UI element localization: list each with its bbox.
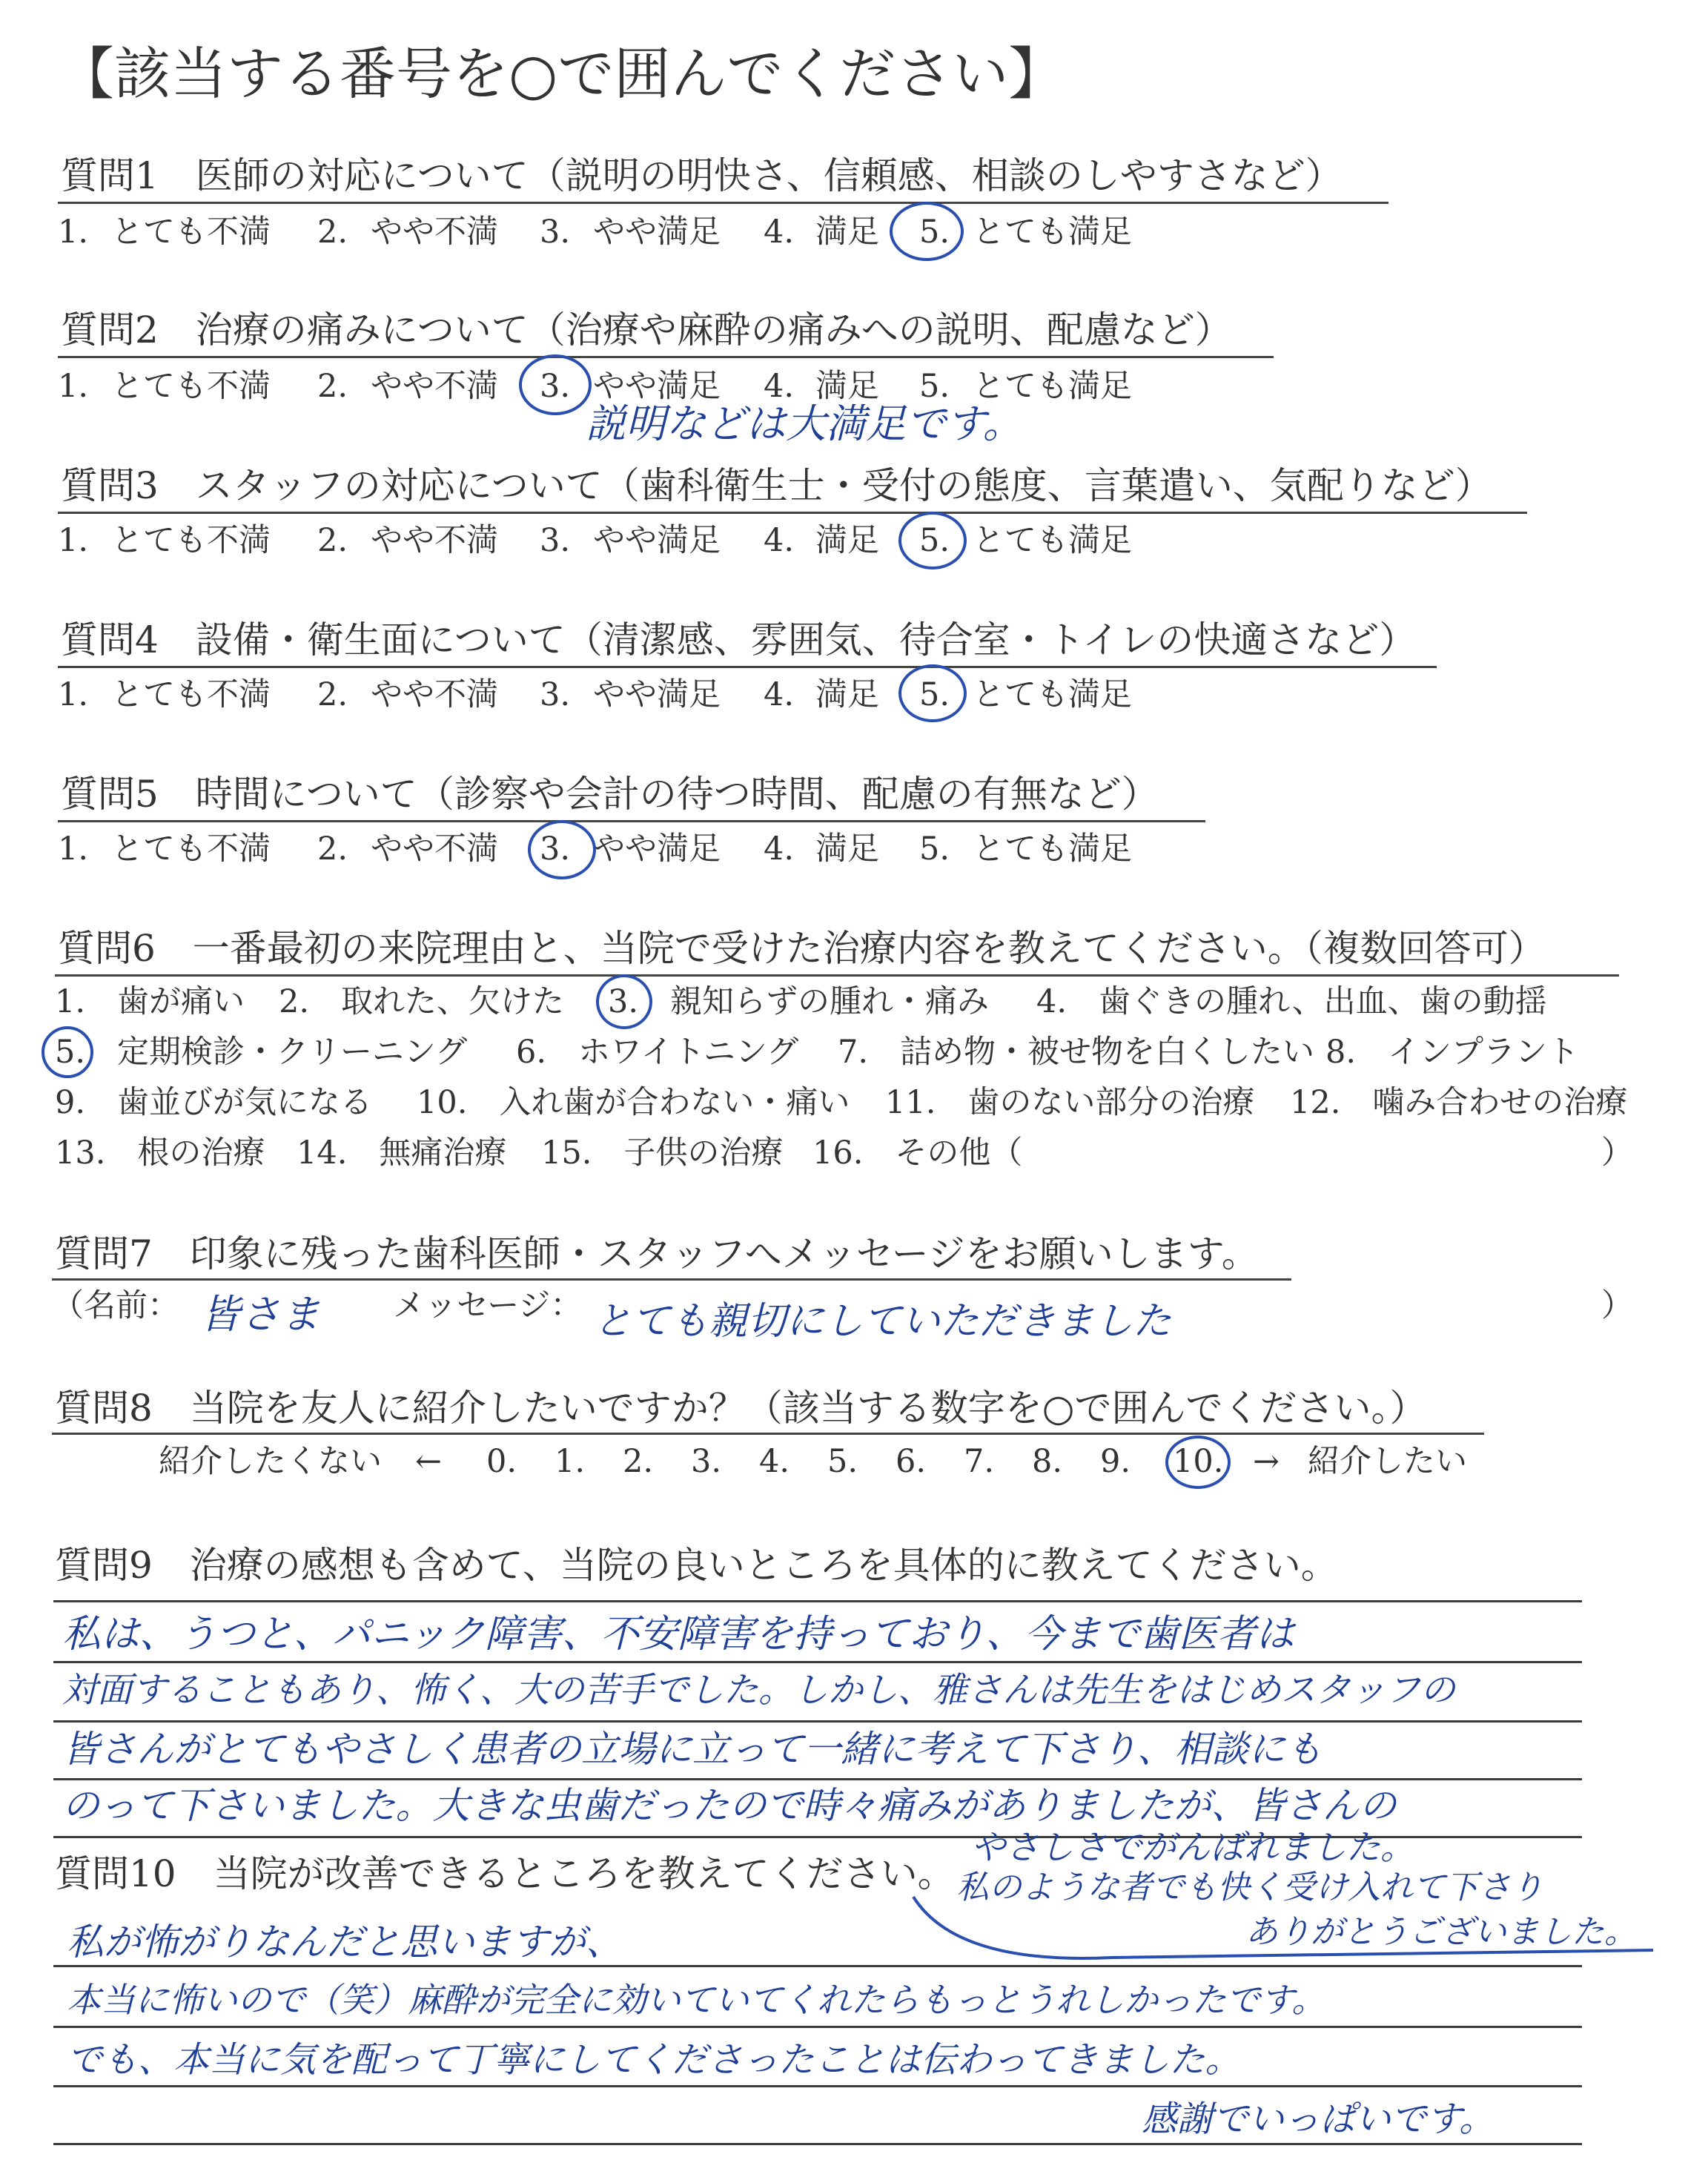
question-3-heading: 質問3 スタッフの対応について（歯科衛生士・受付の態度、言葉遣い、気配りなど） bbox=[61, 464, 1492, 507]
q10-line-rule-0 bbox=[53, 1965, 1582, 1967]
q4-option-4-label: 満足 bbox=[815, 676, 879, 713]
q9-line-rule-0 bbox=[53, 1600, 1582, 1602]
q2-selection-circle bbox=[519, 354, 592, 415]
q6-option-15[interactable]: 15. 子供の治療 bbox=[541, 1135, 784, 1172]
q5-option-5-label: とても満足 bbox=[973, 830, 1132, 868]
q4-option-1-number[interactable]: 1. bbox=[58, 676, 89, 713]
question-6-underline bbox=[55, 974, 1619, 977]
question-3-underline bbox=[58, 512, 1527, 514]
q6-option-11[interactable]: 11. 歯のない部分の治療 bbox=[885, 1084, 1255, 1121]
q6-option-9[interactable]: 9. 歯並びが気になる bbox=[55, 1084, 373, 1121]
question-8-heading: 質問8 当院を友人に紹介したいですか？（該当する数字を○で囲んでください。） bbox=[55, 1387, 1427, 1430]
q6-option-7[interactable]: 7. 詰め物・被せ物を白くしたい bbox=[838, 1034, 1315, 1071]
question-8-underline bbox=[52, 1433, 1484, 1435]
q6-selection-circle-3 bbox=[596, 974, 652, 1029]
q7-message-value[interactable]: とても親切にしていただきました bbox=[593, 1299, 1172, 1344]
question-2-heading: 質問2 治療の痛みについて（治療や麻酔の痛みへの説明、配慮など） bbox=[61, 308, 1232, 351]
q8-right-arrow: → bbox=[1253, 1443, 1280, 1480]
q5-option-3-number[interactable]: 3. bbox=[540, 830, 571, 868]
q5-option-5-number[interactable]: 5. bbox=[919, 830, 950, 868]
q4-selection-circle bbox=[898, 664, 967, 722]
q8-selection-circle bbox=[1165, 1436, 1231, 1489]
q1-option-3-label: やや満足 bbox=[593, 214, 721, 251]
q8-scale-1[interactable]: 1. bbox=[555, 1443, 586, 1480]
q3-option-2-number[interactable]: 2. bbox=[317, 522, 348, 559]
q1-option-1-number[interactable]: 1. bbox=[58, 214, 89, 251]
q5-option-2-number[interactable]: 2. bbox=[317, 830, 348, 868]
q5-option-4-label: 満足 bbox=[815, 830, 879, 868]
q4-option-2-label: やや不満 bbox=[371, 676, 498, 713]
question-4-heading: 質問4 設備・衛生面について（清潔感、雰囲気、待合室・トイレの快適さなど） bbox=[61, 618, 1417, 661]
q2-option-2-label: やや不満 bbox=[371, 368, 498, 405]
q1-option-2-label: やや不満 bbox=[371, 214, 498, 251]
q6-option-6[interactable]: 6. ホワイトニング bbox=[516, 1034, 799, 1071]
q6-option-14[interactable]: 14. 無痛治療 bbox=[297, 1135, 507, 1172]
question-5-underline bbox=[58, 820, 1205, 822]
q5-option-1-label: とても不満 bbox=[111, 830, 271, 868]
q9-continued-line-1: やさしさでがんばれました。 bbox=[971, 1827, 1414, 1867]
q9-continued-line-2: 私のような者でも快く受け入れて下さり bbox=[956, 1869, 1543, 1906]
q8-left-arrow: ← bbox=[415, 1443, 443, 1480]
q5-selection-circle bbox=[528, 820, 596, 879]
q7-name-label: （名前： bbox=[52, 1287, 179, 1324]
q9-line-rule-2 bbox=[53, 1720, 1582, 1723]
q7-close-paren: ） bbox=[1601, 1287, 1633, 1324]
q9-answer-line-1: 私は、うつと、パニック障害、不安障害を持っており、今まで歯医者は bbox=[62, 1612, 1294, 1657]
q6-option-4[interactable]: 4. 歯ぐきの腫れ、出血、歯の動揺 bbox=[1036, 983, 1547, 1020]
q8-scale-9[interactable]: 9. bbox=[1100, 1443, 1131, 1480]
q6-option-8[interactable]: 8. インプラント bbox=[1325, 1034, 1580, 1071]
q10-answer-line-3: でも、本当に気を配って丁寧にしてくださったことは伝わってきました。 bbox=[67, 2039, 1241, 2081]
q2-handwritten-note: 説明などは大満足です。 bbox=[586, 400, 1023, 447]
q5-option-2-label: やや不満 bbox=[371, 830, 498, 868]
q9-answer-line-3: 皆さんがとてもやさしく患者の立場に立って一緒に考えて下さり、相談にも bbox=[62, 1728, 1323, 1771]
q3-selection-circle bbox=[898, 512, 967, 569]
q1-option-5-number[interactable]: 5. bbox=[919, 214, 950, 251]
q10-answer-line-4: 感謝でいっぱいです。 bbox=[1142, 2098, 1495, 2140]
q8-scale-4[interactable]: 4. bbox=[759, 1443, 790, 1480]
question-7-underline bbox=[52, 1278, 1291, 1281]
q4-option-2-number[interactable]: 2. bbox=[317, 676, 348, 713]
q3-option-1-number[interactable]: 1. bbox=[58, 522, 89, 559]
q9-answer-line-2: 対面することもあり、怖く、大の苦手でした。しかし、雅さんは先生をはじめスタッフの bbox=[62, 1670, 1456, 1711]
question-4-underline bbox=[58, 666, 1437, 668]
q9-line-rule-3 bbox=[53, 1778, 1582, 1780]
page-title: 【該当する番号を○で囲んでください】 bbox=[58, 41, 1065, 107]
q5-option-3-label: やや満足 bbox=[593, 830, 721, 868]
q10-answer-line-2: 本当に怖いので（笑）麻酔が完全に効いていてくれたらもっとうれしかったです。 bbox=[67, 1980, 1326, 2020]
q4-option-5-number[interactable]: 5. bbox=[919, 676, 950, 713]
q3-option-3-label: やや満足 bbox=[593, 522, 721, 559]
q8-scale-7[interactable]: 7. bbox=[964, 1443, 995, 1480]
q6-option-10[interactable]: 10. 入れ歯が合わない・痛い bbox=[417, 1084, 850, 1121]
q8-scale-8[interactable]: 8. bbox=[1032, 1443, 1063, 1480]
q6-other-close-paren: ） bbox=[1601, 1135, 1633, 1172]
q9-continued-line-3: ありがとうございました。 bbox=[1245, 1913, 1637, 1951]
question-1-underline bbox=[58, 202, 1388, 204]
q6-option-16[interactable]: 16. その他（ bbox=[812, 1135, 1023, 1172]
q6-option-1[interactable]: 1. 歯が痛い bbox=[55, 983, 245, 1020]
q8-scale-3[interactable]: 3. bbox=[691, 1443, 722, 1480]
q6-option-13[interactable]: 13. 根の治療 bbox=[55, 1135, 265, 1172]
question-2-underline bbox=[58, 356, 1274, 358]
q2-option-5-number[interactable]: 5. bbox=[919, 368, 950, 405]
question-1-heading: 質問1 医師の対応について（説明の明快さ、信頼感、相談のしやすさなど） bbox=[61, 154, 1343, 197]
q1-option-4-number[interactable]: 4. bbox=[764, 214, 795, 251]
question-5-heading: 質問5 時間について（診察や会計の待つ時間、配慮の有無など） bbox=[61, 773, 1159, 816]
q2-option-4-label: 満足 bbox=[815, 368, 879, 405]
q2-option-4-number[interactable]: 4. bbox=[764, 368, 795, 405]
q8-scale-6[interactable]: 6. bbox=[896, 1443, 927, 1480]
question-6-heading: 質問6 一番最初の来院理由と、当院で受けた治療内容を教えてください。（複数回答可） bbox=[58, 927, 1546, 970]
q7-name-value[interactable]: 皆さま bbox=[200, 1291, 320, 1338]
q10-line-rule-2 bbox=[53, 2085, 1582, 2087]
q3-option-4-label: 満足 bbox=[815, 522, 879, 559]
q6-option-3[interactable]: 3. 親知らずの腫れ・痛み bbox=[608, 983, 990, 1020]
q6-selection-circle-5 bbox=[42, 1026, 93, 1078]
q5-option-1-number[interactable]: 1. bbox=[58, 830, 89, 868]
q1-option-4-label: 満足 bbox=[815, 214, 879, 251]
question-10-heading: 質問10 当院が改善できるところを教えてください。 bbox=[55, 1852, 955, 1895]
q1-option-5-label: とても満足 bbox=[973, 214, 1132, 251]
q8-left-label: 紹介したくない bbox=[159, 1443, 382, 1480]
q2-option-3-number[interactable]: 3. bbox=[540, 368, 571, 405]
q1-option-1-label: とても不満 bbox=[111, 214, 271, 251]
q1-option-3-number[interactable]: 3. bbox=[540, 214, 571, 251]
q4-option-1-label: とても不満 bbox=[111, 676, 271, 713]
q3-option-1-label: とても不満 bbox=[111, 522, 271, 559]
q2-option-3-label: やや満足 bbox=[593, 368, 721, 405]
q6-option-2[interactable]: 2. 取れた、欠けた bbox=[279, 983, 565, 1020]
q2-option-1-label: とても不満 bbox=[111, 368, 271, 405]
question-9-heading: 質問9 治療の感想も含めて、当院の良いところを具体的に教えてください。 bbox=[55, 1544, 1338, 1587]
q3-option-3-number[interactable]: 3. bbox=[540, 522, 571, 559]
q8-scale-5[interactable]: 5. bbox=[827, 1443, 858, 1480]
q1-option-2-number[interactable]: 2. bbox=[317, 214, 348, 251]
q3-option-5-number[interactable]: 5. bbox=[919, 522, 950, 559]
q10-line-rule-3 bbox=[53, 2143, 1582, 2145]
q8-right-label: 紹介したい bbox=[1308, 1443, 1467, 1480]
q9-answer-line-4: のって下さいました。大きな虫歯だったので時々痛みがありましたが、皆さんの bbox=[62, 1784, 1397, 1827]
q2-option-1-number[interactable]: 1. bbox=[58, 368, 89, 405]
q8-scale-10[interactable]: 10. bbox=[1173, 1443, 1224, 1480]
q5-option-4-number[interactable]: 4. bbox=[764, 830, 795, 868]
q6-option-12[interactable]: 12. 噛み合わせの治療 bbox=[1290, 1084, 1628, 1121]
q10-line-rule-1 bbox=[53, 2026, 1582, 2028]
q8-scale-2[interactable]: 2. bbox=[623, 1443, 654, 1480]
q10-answer-line-1: 私が怖がりなんだと思いますが、 bbox=[67, 1920, 623, 1964]
q3-option-4-number[interactable]: 4. bbox=[764, 522, 795, 559]
q2-option-2-number[interactable]: 2. bbox=[317, 368, 348, 405]
q6-option-5[interactable]: 5. 定期検診・クリーニング bbox=[55, 1034, 468, 1071]
q4-option-4-number[interactable]: 4. bbox=[764, 676, 795, 713]
q4-option-5-label: とても満足 bbox=[973, 676, 1132, 713]
q4-option-3-label: やや満足 bbox=[593, 676, 721, 713]
q7-message-label: メッセージ： bbox=[393, 1287, 583, 1324]
q8-scale-0[interactable]: 0. bbox=[486, 1443, 517, 1480]
q1-selection-circle bbox=[890, 202, 964, 261]
q9-line-rule-1 bbox=[53, 1661, 1582, 1663]
q4-option-3-number[interactable]: 3. bbox=[540, 676, 571, 713]
question-7-heading: 質問7 印象に残った歯科医師・スタッフへメッセージをお願いします。 bbox=[55, 1232, 1259, 1275]
q3-option-2-label: やや不満 bbox=[371, 522, 498, 559]
q3-option-5-label: とても満足 bbox=[973, 522, 1132, 559]
q2-option-5-label: とても満足 bbox=[973, 368, 1132, 405]
